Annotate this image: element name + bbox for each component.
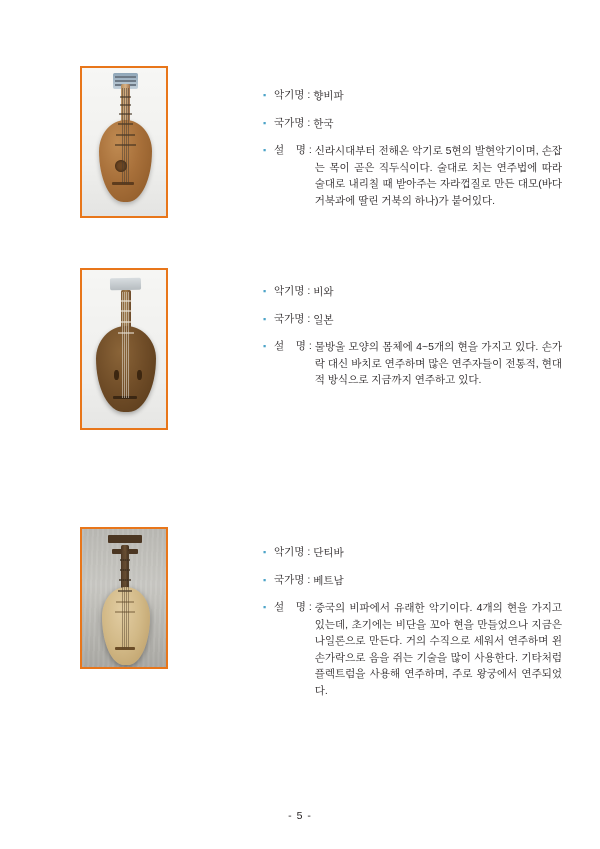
soundhole-right — [137, 370, 142, 380]
bullet-icon: ▪ — [263, 341, 267, 351]
field-value: 비와 — [313, 286, 334, 298]
bullet-icon: ▪ — [263, 602, 267, 612]
bridge — [115, 647, 135, 650]
dantyba-photo — [80, 527, 168, 669]
instrument-entry-2 — [80, 268, 168, 430]
field-value: 신라시대부터 전해온 악기로 5현의 발현악기이며, 손잡는 목이 곧은 직두식이다. 술대로 치는 연주법에 따라 술대로 내리칠 때 받아주는 자라껍질로 만든 대모(바다거북과에 딸린 거북의 하나)가 붙어있다. — [314, 145, 562, 207]
field-label: 국가명 : — [274, 312, 314, 325]
field-row-description — [262, 339, 562, 389]
dantyba-photo-image — [82, 529, 166, 667]
field-row-name — [262, 545, 562, 562]
biwa-photo-image — [82, 270, 166, 428]
bridge — [113, 396, 137, 399]
field-label: 악기명 : — [274, 285, 314, 297]
bullet-icon: ▪ — [263, 313, 267, 324]
hyangbipa-photo-image — [82, 68, 166, 216]
field-label: 악기명 : — [274, 89, 314, 101]
field-row-description — [262, 600, 562, 699]
field-label: 설 명 : — [274, 601, 315, 613]
page-number: - 5 - — [288, 810, 312, 822]
instrument-text-2 — [262, 284, 562, 389]
field-value: 중국의 비파에서 유래한 악기이다. 4개의 현을 가지고 있는데, 초기에는 비단을 꼬아 현을 만들었으나 지금은 나일론으로 만든다. 거의 수직으로 세워서 연주하며 왼손가락으로 음을 쥐는 기술을 많이 사용한다. 기타처럼 플렉트럼을 사용해 연주하며, 주로 왕궁에서 연주되었다. — [314, 602, 562, 697]
bullet-icon: ▪ — [263, 547, 267, 557]
bullet-icon: ▪ — [263, 286, 267, 296]
field-value: 단티바 — [313, 547, 344, 559]
bullet-icon: ▪ — [263, 145, 267, 155]
hyangbipa-photo — [80, 66, 168, 218]
field-value: 일본 — [313, 313, 334, 326]
instrument-entry-1 — [80, 66, 168, 218]
pegbox — [108, 535, 142, 543]
field-row-description — [262, 143, 562, 209]
field-value: 향비파 — [313, 90, 344, 102]
field-row-name — [262, 88, 562, 105]
field-value: 한국 — [313, 117, 334, 130]
field-row-country — [262, 116, 562, 133]
bullet-icon: ▪ — [263, 117, 267, 128]
field-label: 설 명 : — [274, 340, 315, 352]
field-label: 설 명 : — [274, 144, 315, 156]
field-row-country — [262, 312, 562, 329]
field-label: 국가명 : — [274, 573, 314, 586]
bridge — [112, 182, 134, 185]
field-row-country — [262, 573, 562, 590]
instrument-text-3 — [262, 545, 562, 699]
soundhole-left — [114, 370, 119, 380]
field-label: 국가명 : — [274, 116, 314, 129]
pegbox — [110, 278, 141, 291]
biwa-photo — [80, 268, 168, 430]
field-label: 악기명 : — [274, 546, 314, 558]
instrument-text-1 — [262, 88, 562, 209]
field-value: 베트남 — [313, 574, 344, 587]
field-row-name — [262, 284, 562, 301]
instrument-entry-3 — [80, 527, 168, 669]
field-value: 물방울 모양의 몸체에 4~5개의 현을 가지고 있다. 손가락 대신 바치로 연주하며 많은 연주자들이 전통적, 현대적 방식으로 지금까지 연주하고 있다. — [314, 341, 562, 386]
bullet-icon: ▪ — [263, 574, 267, 585]
bullet-icon: ▪ — [263, 90, 267, 100]
